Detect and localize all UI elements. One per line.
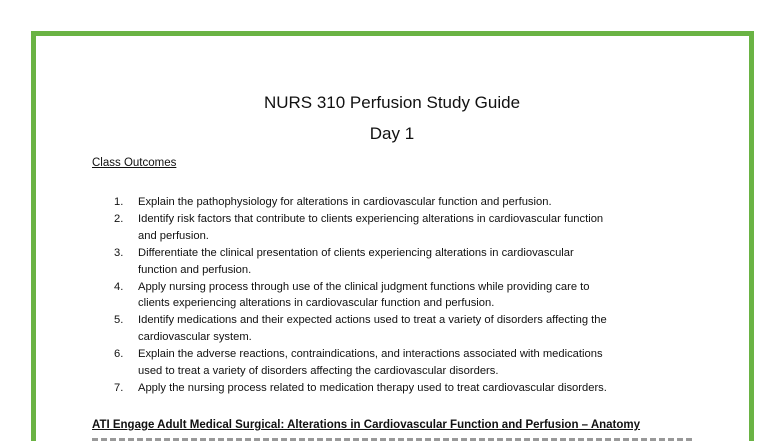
outcome-item xyxy=(114,312,704,346)
outcome-number: 6. xyxy=(114,348,124,361)
outcome-item xyxy=(114,279,704,313)
outcome-item xyxy=(114,245,704,279)
outcome-text: Identify risk factors that contribute to clients experiencing alterations in cardiovascular function xyxy=(138,212,604,225)
outcome-number: 3. xyxy=(114,246,124,259)
outcome-item xyxy=(114,194,704,211)
outcome-text: Apply nursing process through use of the clinical judgment functions while providing care to xyxy=(138,280,590,293)
outcome-text: Differentiate the clinical presentation of clients experiencing alterations in cardiovascular xyxy=(138,246,574,259)
truncated-text-line xyxy=(92,434,692,441)
outcome-text-continued: function and perfusion. xyxy=(138,263,252,276)
outcome-text-continued: and perfusion. xyxy=(138,229,209,242)
document-title: NURS 310 Perfusion Study Guide xyxy=(263,93,521,112)
outcome-text: Explain the adverse reactions, contraindications, and interactions associated with medications xyxy=(138,348,603,361)
outcome-text: Explain the pathophysiology for alterations in cardiovascular function and perfusion. xyxy=(138,196,552,208)
outcome-item xyxy=(114,211,704,245)
class-outcomes-heading: Class Outcomes xyxy=(92,157,177,169)
outcome-number: 7. xyxy=(114,381,124,394)
ati-engage-heading: ATI Engage Adult Medical Surgical: Alterations in Cardiovascular Function and Perfusion – Anatomy xyxy=(92,419,641,431)
outcome-text: Identify medications and their expected actions used to treat a variety of disorders affecting the xyxy=(138,314,607,327)
outcome-number: 4. xyxy=(114,280,124,293)
document-subtitle: Day 1 xyxy=(369,124,415,143)
outcome-text: Apply the nursing process related to medication therapy used to treat cardiovascular disorders. xyxy=(138,381,607,394)
outcome-number: 1. xyxy=(114,196,124,208)
outcomes-list xyxy=(114,194,704,397)
outcome-text-continued: cardiovascular system. xyxy=(138,331,252,344)
outcome-text-continued: clients experiencing alterations in cardiovascular function and perfusion. xyxy=(138,297,495,310)
outcome-item xyxy=(114,346,704,380)
outcome-number: 5. xyxy=(114,314,124,327)
outcome-text-continued: used to treat a variety of disorders affecting the cardiovascular disorders. xyxy=(138,365,499,378)
outcome-number: 2. xyxy=(114,212,124,225)
outcome-item xyxy=(114,380,704,397)
